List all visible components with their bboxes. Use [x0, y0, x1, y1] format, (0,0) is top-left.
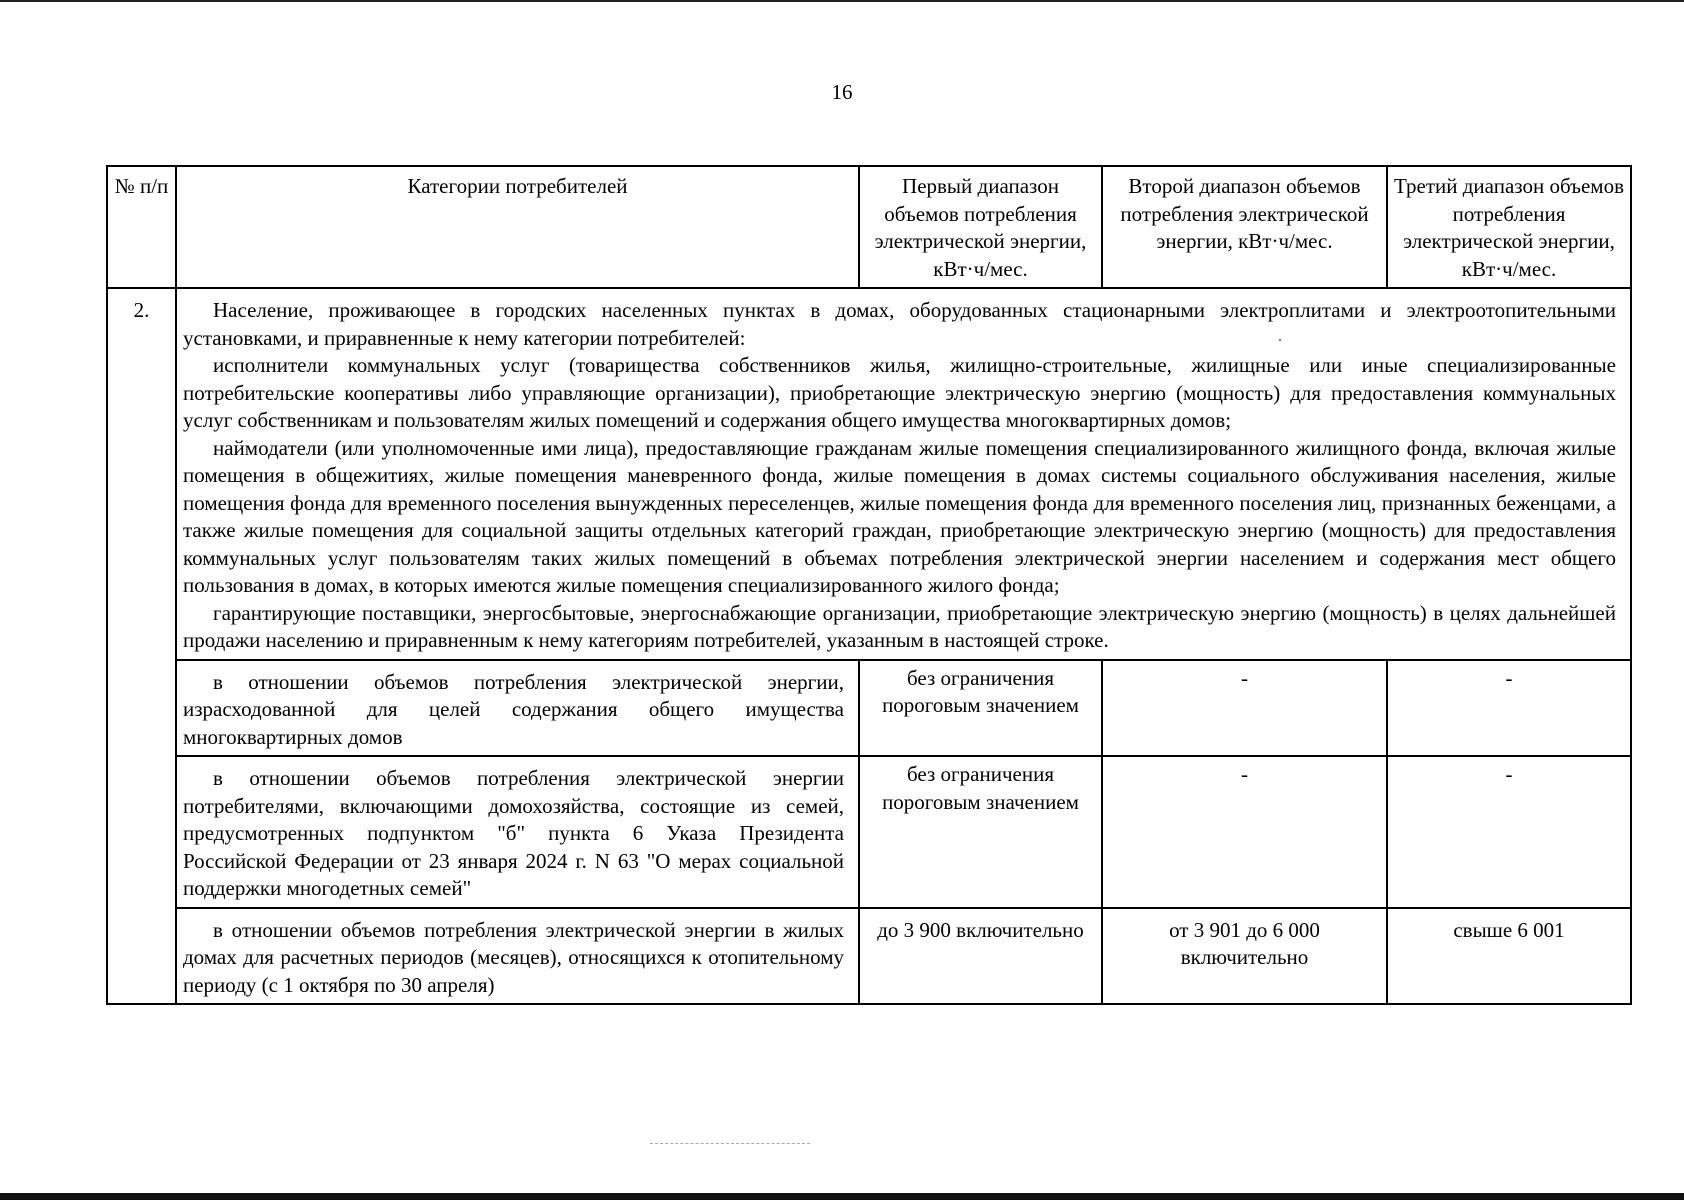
table-subrow — [107, 660, 1631, 757]
header-range-1: Первый диапазон объемов потребления электрической энергии, кВт·ч/мес. — [859, 166, 1102, 288]
subrow-text — [176, 908, 859, 1005]
table-header-row — [107, 166, 1631, 288]
subrow-range-3: - — [1387, 660, 1631, 757]
table-row — [107, 288, 1631, 660]
subrow-range-1: до 3 900 включительно — [859, 908, 1102, 1005]
subrow-text-paragraph: в отношении объемов потребления электрической энергии в жилых домах для расчетных периодов (месяцев), относящихся к отопительному периоду (с 1 октября по 30 апреля) — [183, 917, 844, 997]
page-number: 16 — [831, 80, 853, 104]
category-paragraph: наймодатели (или уполномоченные ими лица), предоставляющие гражданам жилые помещения специализированного жилищного фонда, включая жилые помещения в общежитиях, жилые помещения маневренного фонда, жилые помещения в домах системы социального обслуживания населения, жилые помещения фонда для временного поселения вынужденных переселенцев, жилые помещения фонда для временного поселения лиц, признанных беженцами, а также жилые помещения для социальной защиты отдельных категорий граждан, приобретающие электрическую энергию (мощность) для предоставления коммунальных услуг пользователям таких жилых помещений в объемах потребления электрической энергии населением и содержания мест общего пользования в домах, в которых имеются жилые помещения специализированного жилого фонда; — [183, 435, 1616, 597]
subrow-text — [176, 756, 859, 908]
category-paragraph: исполнители коммунальных услуг (товарищества собственников жилья, жилищно-строительные, жилищные или иные специализированные потребительские кооперативы либо управляющие организации), приобретающие электрическую энергию (мощность) для предоставления коммунальных услуг собственникам и пользователям жилых помещений и содержания общего имущества многоквартирных домов; — [183, 353, 1616, 432]
subrow-range-1: без ограничения пороговым значением — [859, 660, 1102, 757]
subrow-range-3: свыше 6 001 — [1387, 908, 1631, 1005]
subrow-range-2: - — [1102, 660, 1387, 757]
category-paragraph: гарантирующие поставщики, энергосбытовые, энергоснабжающие организации, приобретающие электрическую энергию (мощность) в целях дальнейшей продажи населению и приравненным к нему категориям потребителей, указанным в настоящей строке. — [183, 600, 1616, 652]
header-num: № п/п — [107, 166, 176, 288]
category-description — [176, 288, 1631, 660]
subrow-text-paragraph: в отношении объемов потребления электрической энергии потребителями, включающими домохозяйства, состоящие из семей, предусмотренных подпунктом "б" пункта 6 Указа Президента Российской Федерации от 23 января 2024 г. N 63 "О мерах социальной поддержки многодетных семей" — [183, 766, 844, 900]
subrow-text — [176, 660, 859, 757]
category-paragraph: Население, проживающее в городских населенных пунктах в домах, оборудованных стационарными электроплитами и электроотопительными установками, и приравненные к нему категории потребителей: — [183, 298, 1616, 350]
table-subrow — [107, 908, 1631, 1005]
table-subrow — [107, 756, 1631, 908]
subrow-range-3: - — [1387, 756, 1631, 908]
tariff-table — [106, 165, 1632, 1005]
header-category: Категории потребителей — [176, 166, 859, 288]
subrow-text-paragraph: в отношении объемов потребления электрической энергии, израсходованной для целей содержания общего имущества многоквартирных домов — [183, 669, 844, 749]
scan-edge-bottom — [0, 1193, 1684, 1200]
scan-mark — [650, 1143, 810, 1145]
subrow-range-2: от 3 901 до 6 000 включительно — [1102, 908, 1387, 1005]
subrow-range-2: - — [1102, 756, 1387, 908]
header-range-3: Третий диапазон объемов потребления электрической энергии, кВт·ч/мес. — [1387, 166, 1631, 288]
scan-speck — [1279, 339, 1281, 341]
row-number: 2. — [107, 288, 176, 1004]
subrow-range-1: без ограничения пороговым значением — [859, 756, 1102, 908]
header-range-2: Второй диапазон объемов потребления электрической энергии, кВт·ч/мес. — [1102, 166, 1387, 288]
scan-edge-top — [0, 0, 1684, 2]
